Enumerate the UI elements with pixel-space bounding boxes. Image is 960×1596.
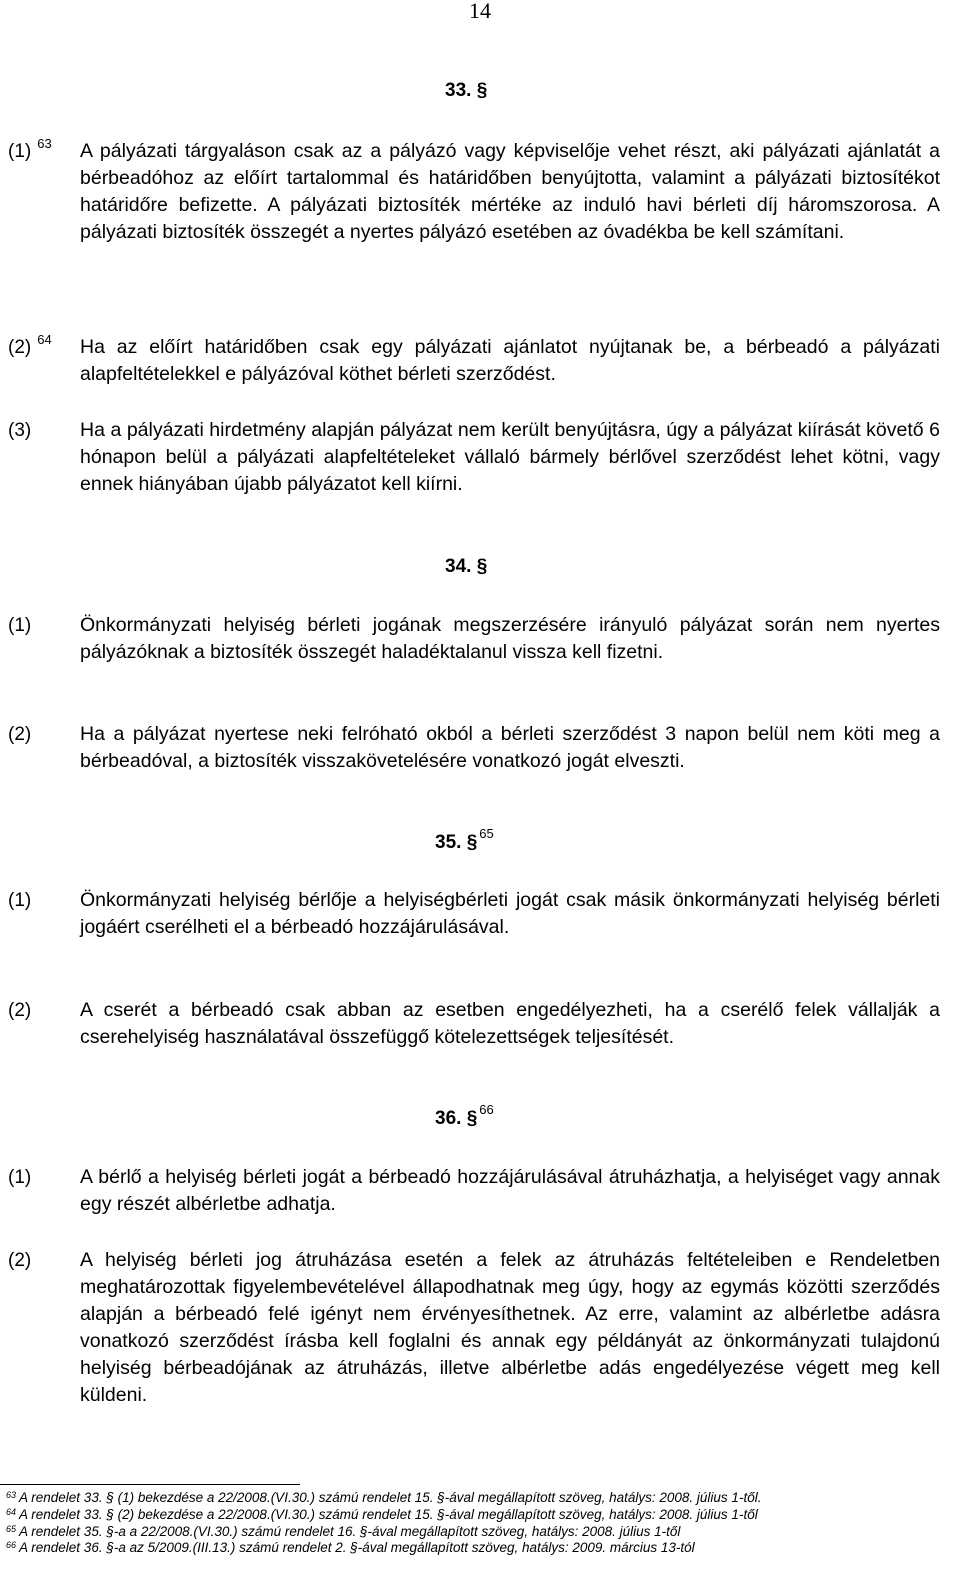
paragraph-text: Ha a pályázati hirdetmény alapján pályázat nem került benyújtásra, úgy a pályázat kiírását követő 6 hónapon belül a pályázati alapfeltételeket vállaló bármely bérlővel szerződést lehet kötni, vagy ennek hiányában újabb pályázatot kell kiírni. xyxy=(80,419,940,495)
section-title-text: 33. § xyxy=(445,80,488,101)
paragraph-number: (1) $^{63}$ xyxy=(8,136,52,162)
paragraph-text: A cserét a bérbeadó csak abban az esetben engedélyezheti, ha a cserélő felek vállalják a cserehelyiség használatával összefüggő kötelezettségek teljesítését. xyxy=(80,999,940,1048)
paragraph-number: (1) xyxy=(8,615,32,636)
paragraph-text: Önkormányzati helyiség bérlője a helyiségbérleti jogát csak másik önkormányzati helyiség bérleti jogáért cserélheti el a bérbeadó hozzájárulásával. xyxy=(80,889,940,938)
paragraph-text: A helyiség bérleti jog átruházása esetén a felek az átruházás feltételeiben e Rendeletben meghatározottak figyelembevételével állapodhatnak meg úgy, hogy az egymás közötti szerződés alapján a bérbeadó felé igényt nem érvényesíthetnek. Az erre, valamint az albérletbe adásra vonatkozó szerződést írásba kell foglalni és annak egy példányát az önkormányzati tulajdonú helyiség bérbeadójának az átruházás, illetve albérletbe adás engedélyezése végett meg kell küldeni. xyxy=(80,1249,940,1406)
section-title-35 xyxy=(435,826,494,854)
footnote: $^{64}$ A rendelet 33. § (2) bekezdése a 22/2008.(VI.30.) számú rendelet 15. §-ával megállapított szöveg, hatálys: 2008. július 1-től xyxy=(6,1506,758,1522)
page-number: 14 xyxy=(469,0,491,23)
section-title-text: 36. § xyxy=(435,1108,478,1129)
footnote-ref: 64 xyxy=(37,332,52,347)
paragraph-number: (2) xyxy=(8,1250,32,1271)
paragraph-number: (3) xyxy=(8,420,32,441)
section-title-33 xyxy=(445,80,487,102)
footnote-ref: 63 xyxy=(37,136,52,151)
paragraph-text: A pályázati tárgyaláson csak az a pályázó vagy képviselője vehet részt, aki pályázati ajánlatát a bérbeadóhoz az előírt tartalommal és határidőben benyújtotta, valamint a pályázati biztosítékot határidőre befizette. A pályázati biztosíték mértéke az induló havi bérleti díj háromszorosa. A pályázati biztosíték összegét a nyertes pályázó esetében az óvadékba be kell számítani. xyxy=(80,140,940,243)
paragraph-text: Ha az előírt határidőben csak egy pályázati ajánlatot nyújtanak be, a bérbeadó a pályázati alapfeltételekkel e pályázóval köthet bérleti szerződést. xyxy=(80,336,940,385)
paragraph-number: (2) xyxy=(8,1000,32,1021)
section-title-36 xyxy=(435,1102,494,1130)
footnote-divider xyxy=(0,1484,300,1485)
footnote-ref: 66 xyxy=(479,1102,494,1117)
paragraph-number: (2) $^{64}$ xyxy=(8,332,52,358)
paragraph-text: A bérlő a helyiség bérleti jogát a bérbeadó hozzájárulásával átruházhatja, a helyiséget vagy annak egy részét albérletbe adhatja. xyxy=(80,1166,940,1215)
footnote-ref: 65 xyxy=(479,826,494,841)
section-title-text: 34. § xyxy=(445,556,488,577)
paragraph-number: (1) xyxy=(8,1167,32,1188)
footnote: $^{63}$ A rendelet 33. § (1) bekezdése a 22/2008.(VI.30.) számú rendelet 15. §-ával megállapított szöveg, hatálys: 2008. július 1-től. xyxy=(6,1490,762,1505)
paragraph-text: Ha a pályázat nyertese neki felróható okból a bérleti szerződést 3 napon belül nem köti meg a bérbeadóval, a biztosíték visszakövetelésére vonatkozó jogát elveszti. xyxy=(80,723,940,772)
footnote: $^{65}$ A rendelet 35. §-a a 22/2008.(VI.30.) számú rendelet 16. §-ával megállapított szöveg, hatálys: 2008. július 1-től xyxy=(6,1523,681,1539)
paragraph-text: Önkormányzati helyiség bérleti jogának megszerzésére irányuló pályázat során nem nyertes pályázóknak a biztosíték összegét haladéktalanul vissza kell fizetni. xyxy=(80,614,940,663)
paragraph-number: (1) xyxy=(8,890,32,911)
footnote: $^{66}$ A rendelet 36. §-a az 5/2009.(III.13.) számú rendelet 2. §-ával megállapított szöveg, hatálys: 2009. március 13-tól xyxy=(6,1540,695,1556)
footnotes xyxy=(6,1490,956,1557)
section-title-text: 35. § xyxy=(435,832,478,853)
section-title-34 xyxy=(445,556,487,578)
paragraph-number: (2) xyxy=(8,724,32,745)
